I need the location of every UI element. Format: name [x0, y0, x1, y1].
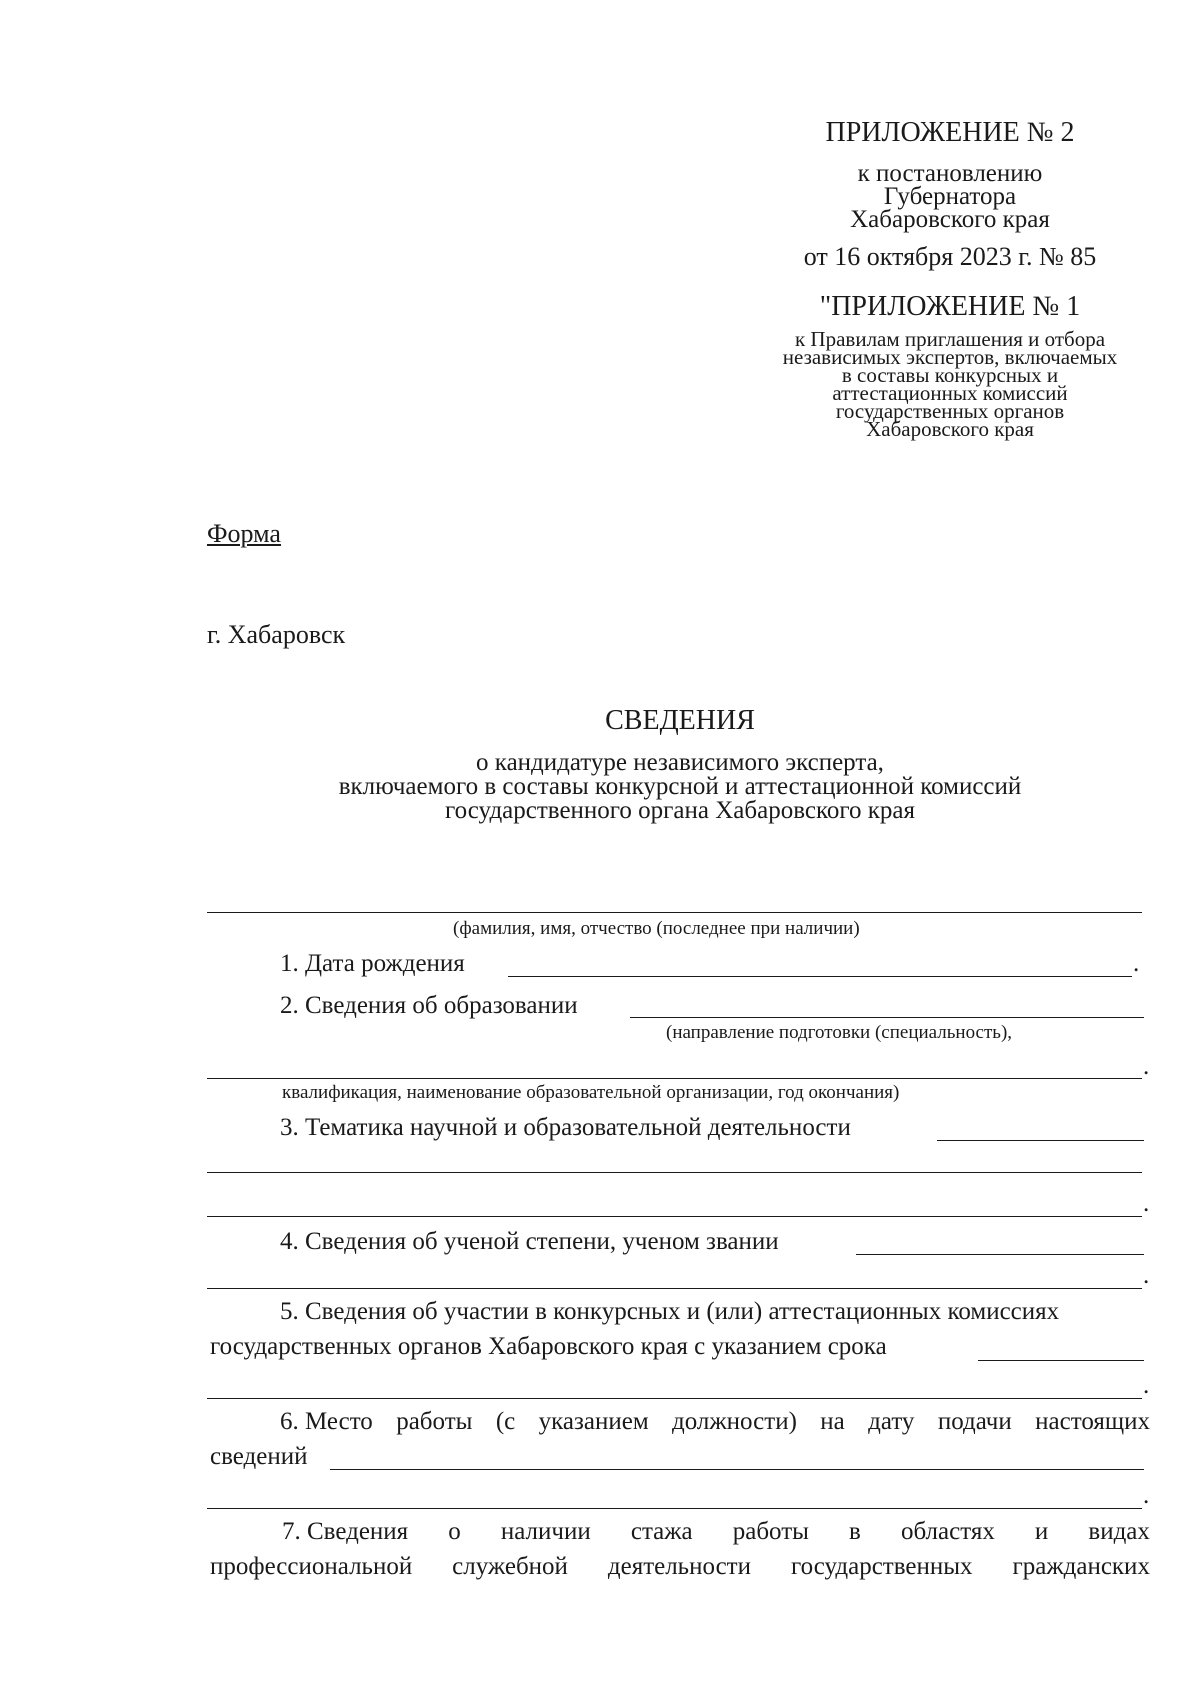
- item5-line-2: государственных органов Хабаровского края с указанием срока: [210, 1333, 887, 1360]
- item7-word: видах: [1088, 1518, 1150, 1545]
- item6-word: дату: [868, 1408, 915, 1435]
- title-main: СВЕДЕНИЯ: [605, 705, 755, 736]
- appendix1-line-6: Хабаровского края: [866, 417, 1034, 441]
- item6-word: (с: [495, 1408, 516, 1435]
- appendix2-line-2: Губернатора: [883, 183, 1017, 210]
- appendix1-title: "ПРИЛОЖЕНИЕ № 1: [819, 291, 1081, 322]
- item3-period: .: [1143, 1190, 1150, 1217]
- item7-line-1: [282, 1518, 1150, 1546]
- appendix1-line-2: независимых экспертов, включаемых: [782, 345, 1118, 369]
- education-line-1[interactable]: [630, 1017, 1144, 1018]
- item5-period: .: [1143, 1372, 1150, 1399]
- item7-line-2: [210, 1553, 1150, 1581]
- form-label: Форма: [207, 519, 281, 548]
- item1-label: 1. Дата рождения: [280, 950, 465, 977]
- appendix1-line-4: аттестационных комиссий: [832, 381, 1068, 405]
- birth-date-line[interactable]: [508, 976, 1132, 977]
- appendix1-line-1: к Правилам приглашения и отбора: [794, 327, 1106, 351]
- item7-word: областях: [900, 1518, 995, 1545]
- item7-word: гражданских: [1012, 1553, 1150, 1580]
- item7-word: 7. Сведения: [282, 1518, 409, 1545]
- item6-word: 6. Место: [280, 1408, 373, 1435]
- item7-word: о: [448, 1518, 461, 1545]
- item6-line-2: сведений: [210, 1443, 308, 1470]
- item2-caption-2: квалификация, наименование образовательной организации, год окончания): [282, 1082, 900, 1103]
- item2-caption-1: (направление подготовки (специальность),: [666, 1022, 1013, 1043]
- appendix1-block: [720, 291, 1180, 441]
- item1-period: .: [1133, 950, 1140, 977]
- research-line-3[interactable]: [207, 1216, 1142, 1217]
- item4-label: 4. Сведения об ученой степени, ученом звании: [280, 1228, 779, 1255]
- item3-label: 3. Тематика научной и образовательной деятельности: [280, 1114, 851, 1141]
- appendix2-line-3: Хабаровского края: [850, 206, 1050, 233]
- appendix2-block: [720, 117, 1180, 271]
- appendix2-line-1: к постановлению: [857, 160, 1043, 187]
- item7-word: государственных: [790, 1553, 973, 1580]
- item2-label: 2. Сведения об образовании: [280, 992, 578, 1019]
- research-line-2[interactable]: [207, 1172, 1142, 1173]
- appendix1-line-5: государственных органов: [835, 399, 1065, 423]
- item2-period: .: [1143, 1053, 1150, 1080]
- item7-word: стажа: [630, 1518, 693, 1545]
- item7-word: работы: [732, 1518, 809, 1545]
- workplace-line-1[interactable]: [330, 1469, 1144, 1470]
- item6-word: на: [820, 1408, 845, 1435]
- degree-line-2[interactable]: [207, 1288, 1142, 1289]
- item6-word: должности): [672, 1408, 797, 1435]
- item6-line-1: [280, 1408, 1150, 1436]
- title-sub-1: о кандидатуре независимого эксперта,: [476, 749, 884, 776]
- appendix1-line-3: в составы конкурсных и: [841, 363, 1059, 387]
- fio-caption: (фамилия, имя, отчество (последнее при наличии): [453, 918, 860, 939]
- item7-word: профессиональной: [210, 1553, 413, 1580]
- education-line-2[interactable]: [207, 1078, 1142, 1079]
- item7-word: деятельности: [607, 1553, 751, 1580]
- appendix2-title: ПРИЛОЖЕНИЕ № 2: [825, 117, 1075, 148]
- item7-word: в: [849, 1518, 861, 1545]
- document-title: [200, 705, 1160, 823]
- city: г. Хабаровск: [207, 620, 346, 649]
- title-sub-2: включаемого в составы конкурсной и аттестационной комиссий: [338, 773, 1022, 800]
- title-sub-3: государственного органа Хабаровского края: [445, 797, 915, 824]
- fio-line[interactable]: [207, 912, 1142, 913]
- workplace-line-2[interactable]: [207, 1508, 1142, 1509]
- item7-word: и: [1034, 1518, 1049, 1545]
- degree-line-1[interactable]: [856, 1254, 1144, 1255]
- item6-period: .: [1143, 1482, 1150, 1509]
- commissions-line-2[interactable]: [207, 1398, 1142, 1399]
- item6-word: настоящих: [1035, 1408, 1150, 1435]
- item7-word: служебной: [452, 1553, 568, 1580]
- item5-line-1: 5. Сведения об участии в конкурсных и (или) аттестационных комиссиях: [280, 1298, 1060, 1325]
- item6-word: подачи: [937, 1408, 1012, 1435]
- item4-period: .: [1143, 1262, 1150, 1289]
- item6-word: работы: [396, 1408, 473, 1435]
- item6-word: указанием: [538, 1408, 649, 1435]
- commissions-line-1[interactable]: [978, 1360, 1144, 1361]
- item7-word: наличии: [500, 1518, 591, 1545]
- research-line-1[interactable]: [937, 1140, 1144, 1141]
- appendix2-date: от 16 октября 2023 г. № 85: [803, 242, 1097, 271]
